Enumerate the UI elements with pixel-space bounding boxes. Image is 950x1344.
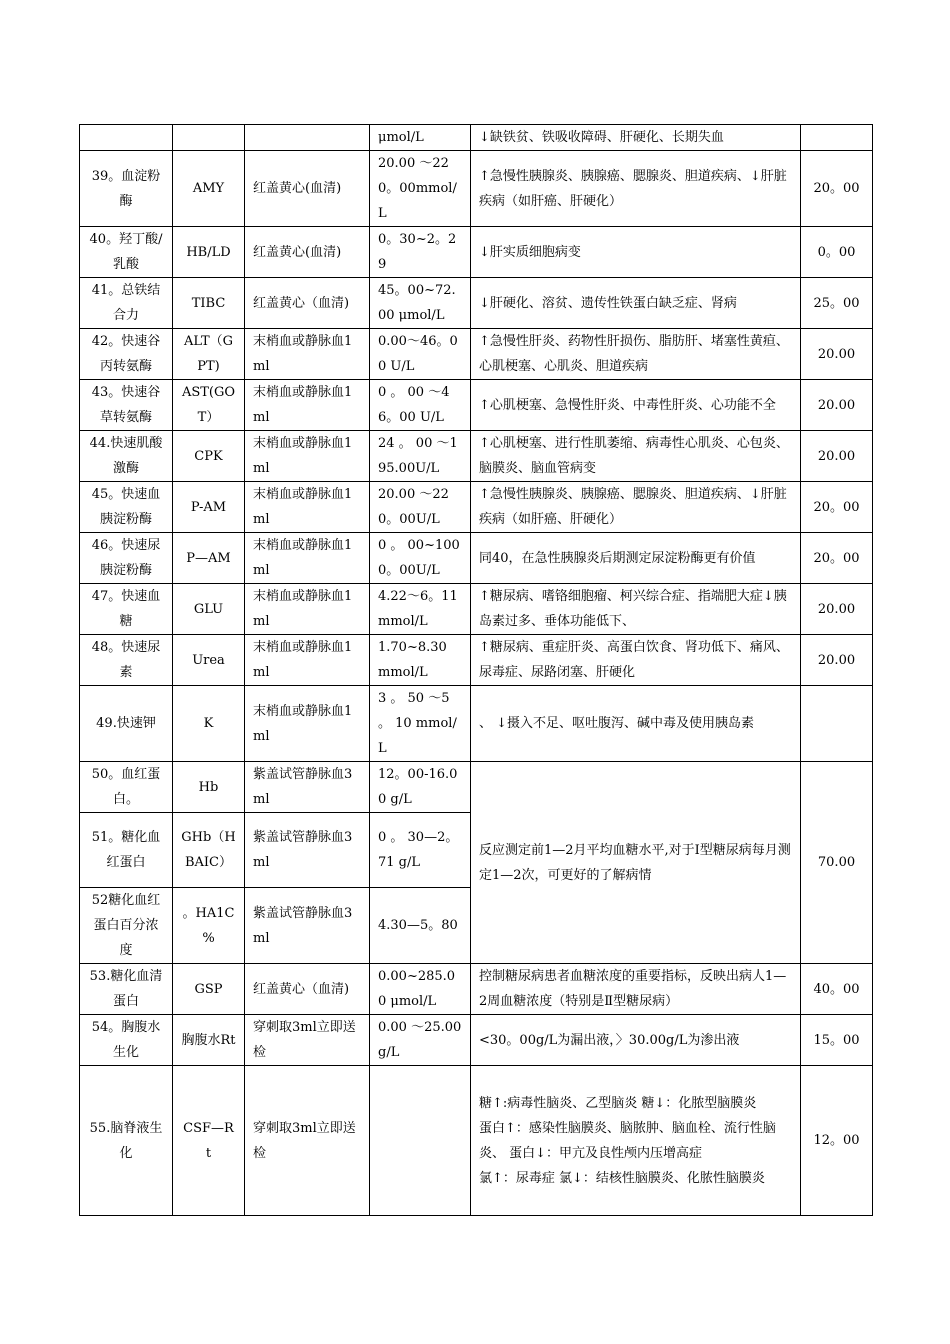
reference-range-cell: 0.00 ～25.00g/L xyxy=(370,1015,471,1066)
test-name-cell: 55.脑脊液生化 xyxy=(80,1066,173,1216)
test-code-cell: Urea xyxy=(173,635,245,686)
test-code-cell: ALT（GPT) xyxy=(173,329,245,380)
reference-range-cell: 20.00 ～220。00U/L xyxy=(370,482,471,533)
test-name-cell: 42。快速谷丙转氨酶 xyxy=(80,329,173,380)
reference-range-cell: 20.00 ～220。00mmol/L xyxy=(370,151,471,227)
price-cell: 40。00 xyxy=(801,964,873,1015)
reference-range-cell: μmol/L xyxy=(370,125,471,151)
specimen-cell: 穿刺取3ml立即送检 xyxy=(245,1066,370,1216)
clinical-significance-cell xyxy=(471,1066,801,1216)
table-row xyxy=(80,533,873,584)
clinical-significance-cell: 同40，在急性胰腺炎后期测定尿淀粉酶更有价值 xyxy=(471,533,801,584)
table-row xyxy=(80,1015,873,1066)
lab-test-table xyxy=(79,124,873,1216)
test-name-cell: 46。快速尿胰淀粉酶 xyxy=(80,533,173,584)
protein-significance-line: 蛋白↑：感染性脑膜炎、脑脓肿、脑血栓、流行性脑炎、 蛋白↓：甲亢及良性颅内压增高症 xyxy=(479,1120,776,1161)
price-cell: 15。00 xyxy=(801,1015,873,1066)
reference-range-cell: 3 。 50 ～5 。 10 mmol/L xyxy=(370,686,471,762)
test-code-cell: 胸腹水Rt xyxy=(173,1015,245,1066)
chloride-significance-line: 氯↑：尿毒症 氯↓：结核性脑膜炎、化脓性脑膜炎 xyxy=(479,1170,765,1186)
price-cell: 20.00 xyxy=(801,635,873,686)
price-cell: 0。00 xyxy=(801,227,873,278)
lab-test-table-page xyxy=(79,124,872,1216)
clinical-significance-cell: ↑糖尿病、重症肝炎、高蛋白饮食、肾功低下、痛风、尿毒症、尿路闭塞、肝硬化 xyxy=(471,635,801,686)
test-name-cell: 54。胸腹水生化 xyxy=(80,1015,173,1066)
test-code-cell xyxy=(173,125,245,151)
specimen-cell: 紫盖试管静脉血3ml xyxy=(245,888,370,964)
specimen-cell: 红盖黄心（血清) xyxy=(245,278,370,329)
price-cell: 70.00 xyxy=(801,762,873,964)
price-cell: 12。00 xyxy=(801,1066,873,1216)
table-row xyxy=(80,329,873,380)
clinical-significance-cell: ↑急慢性胰腺炎、胰腺癌、腮腺炎、胆道疾病、↓肝脏疾病（如肝癌、肝硬化） xyxy=(471,151,801,227)
table-row xyxy=(80,380,873,431)
clinical-significance-cell: ↑糖尿病、嗜铬细胞瘤、柯兴综合症、指端肥大症↓胰岛素过多、垂体功能低下、 xyxy=(471,584,801,635)
test-code-cell: P-AM xyxy=(173,482,245,533)
reference-range-cell: 0 。 00 ～46。00 U/L xyxy=(370,380,471,431)
price-cell xyxy=(801,125,873,151)
test-code-cell: CSF—Rt xyxy=(173,1066,245,1216)
specimen-cell: 红盖黄心(血清) xyxy=(245,227,370,278)
table-row xyxy=(80,1066,873,1216)
test-code-cell: TIBC xyxy=(173,278,245,329)
table-row xyxy=(80,686,873,762)
test-code-cell: AST(GOT） xyxy=(173,380,245,431)
test-code-cell: CPK xyxy=(173,431,245,482)
clinical-significance-cell: ↑急慢性胰腺炎、胰腺癌、腮腺炎、胆道疾病、↓肝脏疾病（如肝癌、肝硬化） xyxy=(471,482,801,533)
table-row xyxy=(80,762,873,813)
table-row xyxy=(80,227,873,278)
test-name-cell: 47。快速血糖 xyxy=(80,584,173,635)
test-name-cell: 45。快速血胰淀粉酶 xyxy=(80,482,173,533)
test-name-cell: 53.糖化血清蛋白 xyxy=(80,964,173,1015)
reference-range-cell: 0.00～46。00 U/L xyxy=(370,329,471,380)
test-name-cell: 44.快速肌酸激酶 xyxy=(80,431,173,482)
test-code-cell: Hb xyxy=(173,762,245,813)
test-name-cell: 43。快速谷草转氨酶 xyxy=(80,380,173,431)
price-cell: 20。00 xyxy=(801,151,873,227)
test-name-cell: 51。糖化血红蛋白 xyxy=(80,813,173,888)
test-code-cell: P—AM xyxy=(173,533,245,584)
table-row xyxy=(80,431,873,482)
table-row xyxy=(80,635,873,686)
price-cell: 25。00 xyxy=(801,278,873,329)
specimen-cell: 末梢血或静脉血1ml xyxy=(245,686,370,762)
test-name-cell: 50。血红蛋白。 xyxy=(80,762,173,813)
clinical-significance-cell: ↑心肌梗塞、进行性肌萎缩、病毒性心肌炎、心包炎、脑膜炎、脑血管病变 xyxy=(471,431,801,482)
reference-range-cell: 4.22～6。11 mmol/L xyxy=(370,584,471,635)
glucose-significance-line: 糖↑:病毒性脑炎、乙型脑炎 糖↓：化脓型脑膜炎 xyxy=(479,1095,757,1111)
clinical-significance-cell: 控制糖尿病患者血糖浓度的重要指标，反映出病人1—2周血糖浓度（特别是Ⅱ型糖尿病） xyxy=(471,964,801,1015)
table-row xyxy=(80,584,873,635)
price-cell: 20.00 xyxy=(801,329,873,380)
specimen-cell: 紫盖试管静脉血3ml xyxy=(245,762,370,813)
price-cell: 20。00 xyxy=(801,533,873,584)
test-name-cell: 40。羟丁酸/乳酸 xyxy=(80,227,173,278)
reference-range-cell: 0。30~2。29 xyxy=(370,227,471,278)
reference-range-cell xyxy=(370,1066,471,1216)
specimen-cell: 末梢血或静脉血1ml xyxy=(245,380,370,431)
specimen-cell: 末梢血或静脉血1ml xyxy=(245,533,370,584)
clinical-significance-cell: ↓缺铁贫、铁吸收障碍、肝硬化、长期失血 xyxy=(471,125,801,151)
specimen-cell: 末梢血或静脉血1ml xyxy=(245,431,370,482)
clinical-significance-cell: ↓肝实质细胞病变 xyxy=(471,227,801,278)
table-row xyxy=(80,125,873,151)
reference-range-cell: 0.00~285.00 μmol/L xyxy=(370,964,471,1015)
test-name-cell: 52糖化血红蛋白百分浓度 xyxy=(80,888,173,964)
test-code-cell: AMY xyxy=(173,151,245,227)
test-name-cell: 41。总铁结合力 xyxy=(80,278,173,329)
price-cell xyxy=(801,686,873,762)
test-code-cell: GLU xyxy=(173,584,245,635)
specimen-cell: 末梢血或静脉血1ml xyxy=(245,635,370,686)
specimen-cell: 末梢血或静脉血1ml xyxy=(245,584,370,635)
specimen-cell: 红盖黄心（血清) xyxy=(245,964,370,1015)
reference-range-cell: 24 。 00 ～195.00U/L xyxy=(370,431,471,482)
specimen-cell: 红盖黄心(血清) xyxy=(245,151,370,227)
test-code-cell: HB/LD xyxy=(173,227,245,278)
clinical-significance-cell: 反应测定前1—2月平均血糖水平,对于Ⅰ型糖尿病每月测定1—2次，可更好的了解病情 xyxy=(471,762,801,964)
reference-range-cell: 45。00~72.00 μmol/L xyxy=(370,278,471,329)
clinical-significance-cell: ↑急慢性肝炎、药物性肝损伤、脂肪肝、堵塞性黄疸、心肌梗塞、心肌炎、胆道疾病 xyxy=(471,329,801,380)
test-name-cell: 49.快速钾 xyxy=(80,686,173,762)
specimen-cell xyxy=(245,125,370,151)
specimen-cell: 末梢血或静脉血1ml xyxy=(245,482,370,533)
price-cell: 20.00 xyxy=(801,380,873,431)
clinical-significance-cell: ↑心肌梗塞、急慢性肝炎、中毒性肝炎、心功能不全 xyxy=(471,380,801,431)
clinical-significance-cell: ↓肝硬化、溶贫、遗传性铁蛋白缺乏症、肾病 xyxy=(471,278,801,329)
table-row xyxy=(80,151,873,227)
test-name-cell xyxy=(80,125,173,151)
price-cell: 20.00 xyxy=(801,584,873,635)
table-row xyxy=(80,964,873,1015)
reference-range-cell: 0 。 00~1000。00U/L xyxy=(370,533,471,584)
reference-range-cell: 12。00-16.00 g/L xyxy=(370,762,471,813)
table-row xyxy=(80,482,873,533)
reference-range-cell: 0 。 30—2。71 g/L xyxy=(370,813,471,888)
test-name-cell: 39。血淀粉酶 xyxy=(80,151,173,227)
test-code-cell: GHb（HBAIC） xyxy=(173,813,245,888)
reference-range-cell: 1.70~8.30 mmol/L xyxy=(370,635,471,686)
test-code-cell: 。HA1C % xyxy=(173,888,245,964)
table-row xyxy=(80,278,873,329)
test-name-cell: 48。快速尿素 xyxy=(80,635,173,686)
specimen-cell: 紫盖试管静脉血3ml xyxy=(245,813,370,888)
price-cell: 20。00 xyxy=(801,482,873,533)
test-code-cell: GSP xyxy=(173,964,245,1015)
price-cell: 20.00 xyxy=(801,431,873,482)
test-code-cell: K xyxy=(173,686,245,762)
specimen-cell: 末梢血或静脉血1ml xyxy=(245,329,370,380)
clinical-significance-cell: <30。00g/L为漏出液，〉30.00g/L为渗出液 xyxy=(471,1015,801,1066)
clinical-significance-cell: 、 ↓摄入不足、呕吐腹泻、碱中毒及使用胰岛素 xyxy=(471,686,801,762)
specimen-cell: 穿刺取3ml立即送检 xyxy=(245,1015,370,1066)
reference-range-cell: 4.30—5。80 xyxy=(370,888,471,964)
